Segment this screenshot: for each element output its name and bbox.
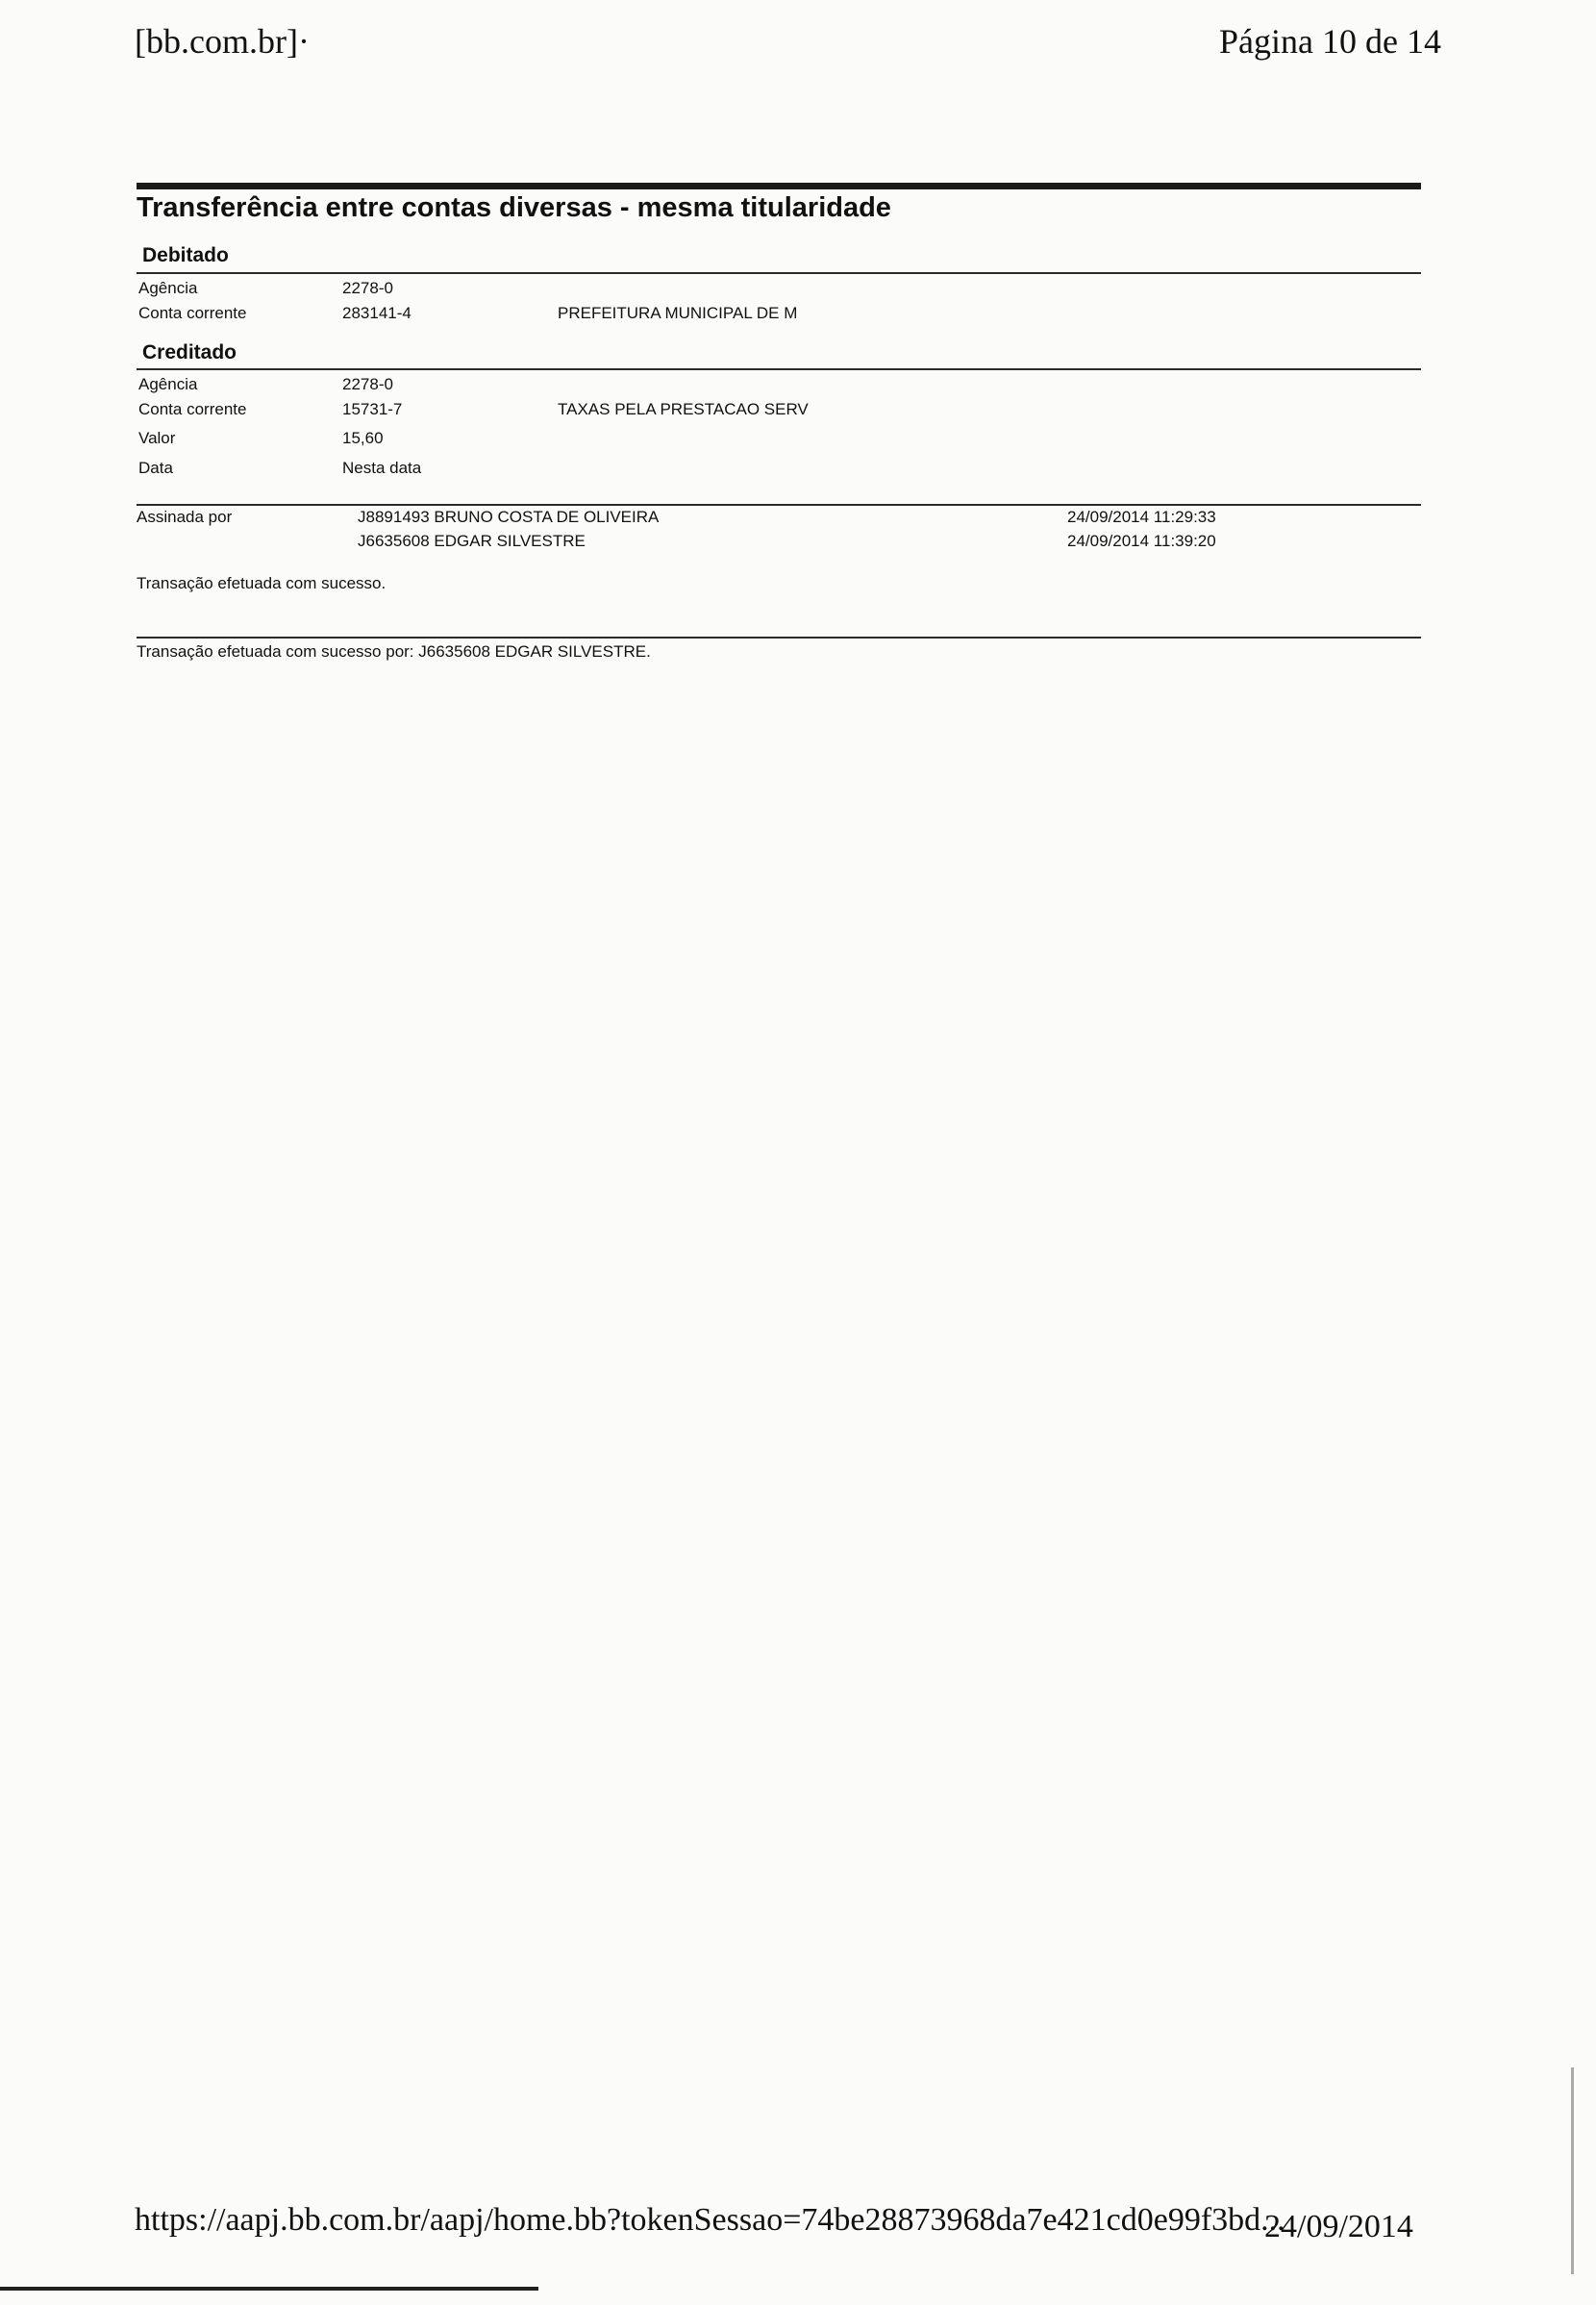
status-message: Transação efetuada com sucesso. <box>137 574 387 592</box>
debitado-agencia-value: 2278-0 <box>342 279 393 297</box>
signer-2: J6635608 EDGAR SILVESTRE <box>358 532 586 550</box>
data-value: Nesta data <box>342 459 422 477</box>
creditado-conta-label: Conta corrente <box>138 400 247 418</box>
signed-by-label: Assinada por <box>137 508 233 526</box>
page-number: Página 10 de 14 <box>1219 22 1441 61</box>
creditado-heading: Creditado <box>142 341 237 363</box>
signer-1: J8891493 BRUNO COSTA DE OLIVEIRA <box>358 508 660 526</box>
debitado-conta-value: 283141-4 <box>342 304 411 322</box>
creditado-rule <box>137 368 1421 370</box>
final-rule <box>137 637 1421 639</box>
valor-value: 15,60 <box>342 429 384 447</box>
footer-date: 24/09/2014 <box>1264 2209 1413 2244</box>
creditado-conta-value: 15731-7 <box>342 400 403 418</box>
signatures-rule <box>137 504 1421 506</box>
debitado-heading: Debitado <box>142 244 229 266</box>
debitado-agencia-label: Agência <box>138 279 198 297</box>
final-status-message: Transação efetuada com sucesso por: J6635608 EDGAR SILVESTRE. <box>137 642 651 661</box>
creditado-titular: TAXAS PELA PRESTACAO SERV <box>558 400 809 418</box>
scan-edge-line <box>1571 2067 1574 2274</box>
footer-url: https://aapj.bb.com.br/aapj/home.bb?tokenSessao=74be28873968da7e421cd0e99f3bd... <box>135 2202 1285 2238</box>
footer-rule <box>0 2287 538 2291</box>
valor-label: Valor <box>138 429 176 447</box>
debitado-rule <box>137 272 1421 274</box>
page-title: Transferência entre contas diversas - mesma titularidade <box>137 192 891 223</box>
debitado-conta-label: Conta corrente <box>138 304 247 322</box>
title-rule <box>137 183 1421 189</box>
signer-1-datetime: 24/09/2014 11:29:33 <box>1067 508 1216 526</box>
data-label: Data <box>138 459 173 477</box>
debitado-titular: PREFEITURA MUNICIPAL DE M <box>558 304 798 322</box>
signer-2-datetime: 24/09/2014 11:39:20 <box>1067 532 1216 550</box>
creditado-agencia-value: 2278-0 <box>342 375 393 393</box>
site-label: [bb.com.br]· <box>135 22 310 61</box>
creditado-agencia-label: Agência <box>138 375 198 393</box>
